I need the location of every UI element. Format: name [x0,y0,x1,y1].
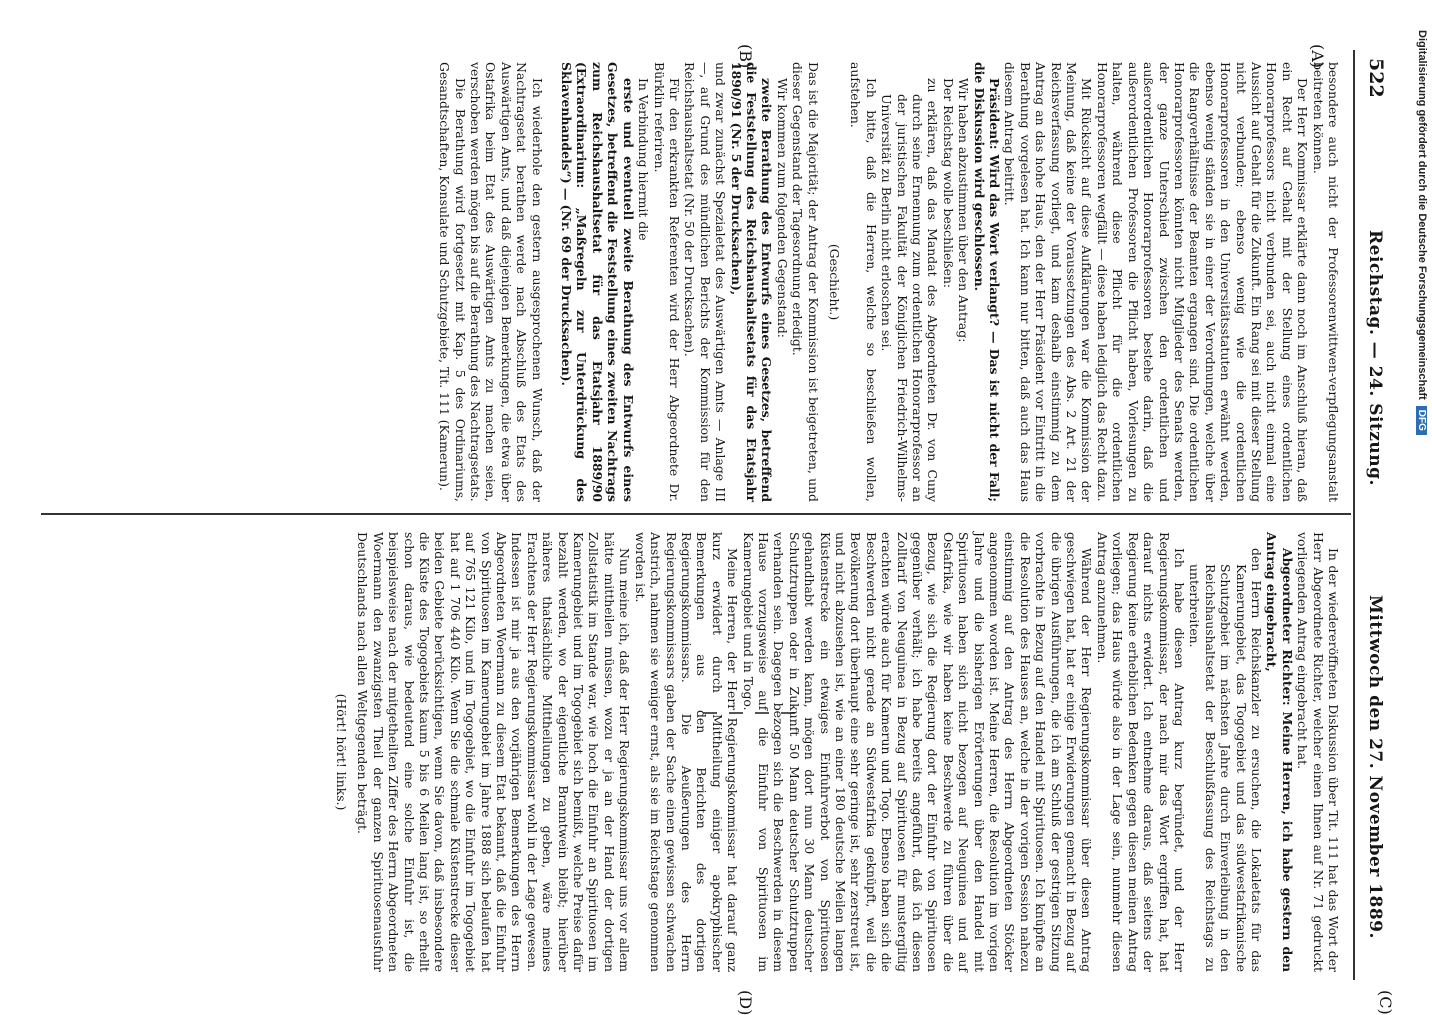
left-column [437,62,1341,502]
rotated-page-content [35,44,1395,1015]
agenda-item: zweite Berathung des Entwurfs eines Gesetzes, betreffend die Feststellung des Reichshaushaltsetats für das Etatsjahr 1890/91 (Nr. 5 der Drucksachen), [728,62,775,502]
credit-text: Digitalisierung gefördert durch die Deutsche Forschungsgemeinschaft [1416,30,1428,400]
dfg-logo: DFG [1416,406,1427,435]
paragraph: Wir kommen zum folgenden Gegenstand: [774,78,790,338]
paragraph: Wir haben abzustimmen über den Antrag: [956,78,972,343]
motion-text: zu erklären, daß das Mandat des Abgeordneten Dr. von Cuny durch seine Ernennung zum ordentlichen Honorarprofessor an der juristischen Fakultät der Königlichen Friedrich-Wilhelms-Universität zu Berlin nicht erloschen sei. [879,78,941,502]
paragraph: und zwar zunächst Spezialetat des Auswärtigen Amts — Anlage III —, auf Grund des mündlichen Berichts der Kommission für den Reichshaushaltsetat (Nr. 50 der Drucksachen). [682,62,729,502]
paragraph: Das ist die Majorität; der Antrag der Kommission ist beigetreten, und dieser Gegenstand der Tagesordnung erledigt. [790,62,821,502]
header-rule [1353,50,1355,980]
page-number: 522 [1365,58,1387,98]
paragraph: Ich habe diesen Antrag kurz begründet, und der Herr Regierungskommissar, der nach mir das Wort ergriffen hat, hat darauf nichts erwidert. Ich entnehme daraus, daß seitens der Regierung keine erheblichen Bedenken gegen diesen meinen Antrag vorliegen; das Haus würde also in der Lage sein, nunmehr diesen Antrag anzunehmen. [1094,532,1187,972]
right-running-title: Mittwoch den 27. November 1889. [1365,595,1385,939]
margin-letter-d: (D) [736,990,755,1015]
paragraph: In Verbindung hiermit die [636,78,652,241]
paragraph: Für den erkrankten Referenten wird der Herr Abgeordnete Dr. Bürklin referiren. [651,62,682,502]
paragraph: Während der Herr Regierungskommissar über diesen Antrag geschwiegen hat, hat er einige Erwiderungen gemacht in Bezug auf die übrigen Ausführungen, die ich am Schluß der gestrigen Sitzung vorbrachte in Bezug auf den Handel mit Spirituosen. Ich knüpfte an die Resolution des Hauses an, welche in der vorigen Session nahezu einstimmig auf den Antrag des Herrn Abgeordneten Stöcker angenommen worden ist. Meine Herren, die Resolution im vorigen Jahre und die bisherigen Erörterungen über den Handel mit Spirituosen haben sich nicht bezogen auf Neuguinea und auf Ostafrika, wie wir haben keine Beschwerde zu führen über die Bezug, wie sich die Regierung dort der Einfuhr von Spirituosen gegenüber verhält; ich habe bereits angeführt, daß ich diesen Zolltarif von Neuguinea in Bezug auf Spirituosen für mustergiltig erachten würde auch für Kamerun und Togo. Ebenso haben sich die Beschwerden nicht gerade an Südwestafrika geknüpft, weil die Bevölkerung dort überhaupt eine sehr geringe ist, sehr zerstreut ist, und nicht abzusehen ist, wie an einer 180 deutsche Meilen langen Küstenstrecke ein etwaiges Einfuhrverbot von Spirituosen gehandhabt werden kann, mögen dort nun 30 Mann deutscher Schutztruppen oder in Zukunft 50 Mann deutscher Schutztruppen verhanden sein. Dagegen bezogen sich die Beschwerden in diesem Hause vorzugsweise auf die Einfuhr von Spirituosen im Kamerungebiet und in Togo. [740,532,1095,972]
paragraph: Ich wiederhole den gestern ausgesprochenen Wunsch, daß der Nachtragsetat berathen werde nach Abschluß des Etats des Auswärtigen Amts, und daß diejenigen Bemerkungen, die etwa über Ostafrika beim Etat des Auswärtigen Amts zu machen seien, verschoben werden mögen bis auf die Berathung des Nachtragsetats. [468,62,545,502]
stage-direction: (Geschieht.) [827,243,842,321]
paragraph: Der Herr Kommissar erklärte dann noch im Anschluß hieran, daß ein Recht auf Gehalt mit der Stellung eines ordentlichen Honorarprofessors nicht verbunden sei, auch nicht einmal eine Aussicht auf Gehalt für die Zukunft. Ein Rang sei mit dieser Stellung nicht verbunden; ebenso wenig wie die ordentlichen Honorarprofessoren in den Universitätsstatuten erwähnt werden, ebenso wenig ständen sie in einer der Verordnungen, welche über die Rangverhältnisse der Beamten ergangen sind. Die ordentlichen Honorarprofessoren könnten nicht Mitglieder des Senats werden, der ganze Unterschied zwischen den ordentlichen und außerordentlichen Honorarprofessoren bestehe darin, daß die außerordentlichen Professoren die Pflicht haben, Vorlesungen zu halten, während diese Pflicht für die ordentlichen Honorarprofessoren wegfällt — diese haben lediglich das Recht dazu. [1094,62,1311,502]
agenda-item: erste und eventuell zweite Berathung des Entwurfs eines Gesetzes, betreffend die Feststellung eines zweiten Nachtrags zum Reichshaushaltsetat für das Etatsjahr 1889/90 (Extraordinarium: „Maßregeln zur Unterdrückung des Sklavenhandels“) — (Nr. 69 der Drucksachen). [559,62,636,502]
paragraph: Meine Herren, der Herr Regierungskommissar hat darauf ganz kurz erwidert durch Mittheilung einiger apokryphischer Bemerkungen aus den Berichten des dortigen Regierungskommissars. Die Aeußerungen des Herrn Regierungskommissars gaben der Sache einen gewissen schwachen Anstrich, nahmen sie weniger ernst, als sie im Reichstage genommen worden ist. [632,532,741,972]
motion-text: den Herrn Reichskanzler zu ersuchen, die Lokaletats für das Kamerungebiet, das Togogebiet und das südwestafrikanische Schutzgebiet im nächsten Jahre durch Einverleibung in den Reichshaushaltsetat der Beschlußfassung des Reichstags zu unterbreiten. [1187,548,1264,972]
margin-letter-a: (A) [1308,44,1327,69]
paragraph: Nun meine ich, daß der Herr Regierungskommissar uns vor allem hätte mittheilen müssen, wozu er ja an der Hand der dortigen Zollstatistik im Stande war, wie hoch die Einfuhr an Spirituosen im Kamerungebiet und im Togogebiet sich bemißt, welche Preise dafür bezahlt werden, wo der eigentliche Branntwein bleibt; hierüber näheres thatsächliche Mittheilungen zu geben, wäre meines Erachtens der Herr Regierungskommissar wohl in der Lage gewesen. Indessen ist mir ja aus den vorjährigen Bemerkungen des Herrn Abgeordneten Woermann zu diesem Etat bekannt, daß die Einfuhr von Spirituosen im Kamerungebiet im Jahre 1888 sich belaufen hat auf 765 121 Kilo, und im Togogebiet, wo die Einfuhr im Togogebiet hat auf 1 706 440 Kilo. Wenn Sie die schmale Küstenstrecke dieser beiden Gebiete berücksichtigen, wenn Sie davon, daß insbesondere die Küste des Togogebiets kaum 5 bis 6 Meilen lang ist, so erhellt schon daraus, wie bedeutend eine solche Einfuhr ist, die beispielsweise nach der mitgetheilten Ziffer des Herrn Abgeordneten Woermann den zwanzigsten Theil der ganzen Spirituosenausfuhr Deutschlands nach allen Weltgegenden beträgt. [355,532,633,972]
stage-direction: (Hört! hört! links.) [334,693,349,811]
speaker-richter: Abgeordneter Richter: Meine Herren, ich habe gestern den Antrag eingebracht, [1264,532,1295,972]
digitization-credit [1404,30,1430,970]
paragraph: Mit Rücksicht auf diese Aufklärungen war die Kommission der Meinung, daß keine der Voraussetzungen des Abs. 2 Art. 21 der Reichsverfassung vorliegt, und kam deshalb einstimmig zu dem Antrag an das hohe Haus, den der Herr Präsident vor Eintritt in die Berathung vorgelesen hat. Ich kann nur bitten, daß auch das Haus diesem Antrag beitritt. [1002,62,1095,502]
running-head [1351,50,1387,980]
motion-heading: Der Reichstag wolle beschließen: [940,78,956,289]
paragraph-president: Präsident: Wird das Wort verlangt? — Das ist nicht der Fall; die Diskussion wird geschlossen. [971,62,1003,502]
margin-letter-c: (C) [1376,990,1395,1015]
right-column [328,532,1341,972]
margin-letter-b: (B) [736,44,755,69]
paragraph: In der wiedereröffneten Diskussion über Tit. 111 hat das Wort der Herr Abgeordnete Richter, welcher einen Ihnen auf Nr. 71 gedruckt vorliegenden Antrag eingebracht hat. [1295,532,1341,972]
paragraph: Die Berathung wird fortgesetzt mit Kap. 5 des Ordinariums, Gesandtschaften, Konsulate und Schutzgebiete, Tit. 111 (Kamerun). [437,62,468,502]
paragraph: besondere auch nicht der Professorenwittwen-verpflegungsanstalt beitreten können. [1310,62,1341,502]
column-divider [41,513,1351,515]
paragraph: Ich bitte, daß die Herren, welche so beschließen wollen, aufstehen. [848,62,879,502]
left-running-title: Reichstag. — 24. Sitzung. [1365,230,1385,486]
